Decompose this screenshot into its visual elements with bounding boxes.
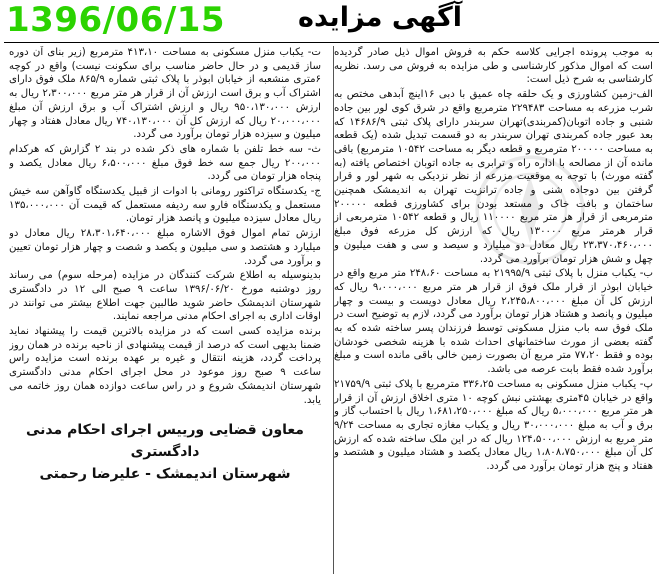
title-underline xyxy=(4,42,659,43)
item-pe: پ- یکباب منزل مسکونی به مساحت ۳۳۶،۲۵ مترمربع با پلاک ثبتی ۲۱۷۵۹/۹ واقع در خیابان ۴۵متری بهشتی نبش کوچه ۱۰ متری اخلاق ارزش آن از قرار هر متر مربع ۵،۰۰۰،۰۰۰ ریال که مبلغ ۱،۶۸۱،۲۵۰،۰۰۰ ریال با احتساب گاز و برق و آب به مبلغ ۳۰،۰۰۰،۰۰۰ ریال و یکباب مغازه تجاری به مساحت ۹/۲۴ متر مربع به ارزش ۱۲۴،۵۰۰،۰۰۰ ریال که در این ملک ساخته شده که ارزش کل آن مبلغ ۱،۸۰۸،۷۵۰،۰۰۰ ریال معادل یکصد و هشتاد میلیون و هشتصد و هفتاد و پنج هزار تومان برآورد می گردد. xyxy=(334,378,653,473)
column-divider xyxy=(333,46,334,574)
signature-block xyxy=(9,419,321,485)
intro-paragraph: به موجب پرونده اجرایی کلاسه حکم به فروش اموال ذیل صادر گردیده است که اموال مذکور کارشناسی و طی مزایده به فروش می رسد. نظریه کارشناسی به شرح ذیل است: xyxy=(334,47,653,86)
item-alef: الف-زمین کشاورزی و یک حلقه چاه عمیق با دبی ۱۶اینچ آبدهی مختص به شرب مزرعه به مساحت ۲۲۹۴۸۳ مترمربع واقع در شرق کوی لور بین جاده شنبی و جاده اتوبان(کمربندی)تهران سربندر دارای پلاک ثبتی ۱۴۶۸۶/۹ که بعد عبور جاده کمربندی تهران سربندر به دو قسمت تبدیل شده (یک قطعه به مساحت ۲۰۰۰۰۰ مترمربع و قطعه دیگر به مساحت ۱۰۵۴۲ مترمربع) باقی مانده آن از مصالحه با اداره راه و ترابری به جاده اتوبان اختصاص یافته (به گفته مورث) با توجه به موقعیت مزرعه از نظر نزدیکی به شهر لور و قرار گرفتن بین دوجاده شنی و جاده ترانزیت تهران به اندیمشک همچنین ساختمان و بافت خاک و مستعد بودن برای کشاورزی قطعه ۲۰۰۰۰۰ مترمربعی از قرار هر متر مربع ۱۱۰۰۰۰ ریال و قطعه ۱۰۵۴۲ مترمربعی از قرار هرمتر مربع ۱۳۰۰۰۰ ریال که ارزش کل مزرعه فوق مبلغ ۲۳،۳۷۰،۴۶۰،۰۰۰ ریال معادل دو میلیارد و سیصد و سی و هفت میلیون و چهل و شش هزار تومان برآورد می گردد. xyxy=(334,89,653,265)
publish-date: 1396/06/15 xyxy=(6,0,226,40)
item-jim: ج- یکدستگاه تراکتور رومانی با ادوات از قبیل یکدستگاه گاوآهن سه خیش مستعمل و یکدستگاه فارو سه ردیفه مستعمل که قیمت آن ۱۳۵،۰۰۰،۰۰۰ ریال معادل سیزده میلیون و پانصد هزار تومان. xyxy=(9,186,321,225)
item-be: ب- یکباب منزل با پلاک ثبتی ۲۱۹۹۵/۹ به مساحت ۲۴۸،۶۰ متر مربع واقع در خیابان ابوذر از قرار ملک فوق از قرار هر متر مربع ۹،۰۰۰،۰۰۰ ریال که ارزش کل آن مبلغ ۲،۲۴۵،۸۰۰،۰۰۰ ریال معادل دویست و بیست و چهار میلیون و پانصد و هشتاد هزار تومان برآورد می گردد، لازم به توضیح است در ملک فوق سه باب منزل مسکونی توسط فرزندان پسر ساخته شده که به گفته بعضی از مورث ساختمانهای احداث شده با هزینه شخصی خودشان بوده و فقط ۷۷،۲۰ متر مربع آن بصورت زمین خالی باقی مانده است و مبلغ برآورد شده فقط بابت عرصه می باشد. xyxy=(334,268,653,376)
right-column xyxy=(334,46,653,578)
total-value-paragraph: ارزش تمام اموال فوق الاشاره مبلغ ۲۸،۳۰۱،۶۴۰،۰۰۰ ریال معادل دو میلیارد و هشتصد و سی میلیون و یکصد و شصت و چهار هزار تومان تعیین و برآورد می گردد. xyxy=(9,228,321,267)
signature-line-2: شهرستان اندیمشک - علیرضا رحمتی xyxy=(39,466,291,483)
item-the: ث- سه خط تلفن با شماره های ذکر شده در بند ۲ گزارش که هرکدام ۲۰۰،۰۰۰ ریال جمع سه خط فوق مبلغ ۶،۵۰۰،۰۰۰ ریال معادل یکصد و پنجاه هزار تومان می گردد. xyxy=(9,143,321,183)
item-te: ت- یکباب منزل مسکونی به مساحت ۴۱۳،۱۰ مترمربع (زیر بنای آن دوره ساز قدیمی و در حال حاضر مناسب برای سکونت نیست) واقع در کوچه ۶متری منشعبه از خیابان ابوذر با پلاک ثبتی شماره ۸۶۵/۹ ملک فوق دارای اشتراک آب و برق است ارزش آن از قرار هر متر مربع ۲،۳۰۰،۰۰۰ ریال به ارزش ۹۵۰،۱۳۰،۰۰۰ ریال و ارزش اشتراک آب و برق ارزش آن مبلغ ۲۰،۰۰۰،۰۰۰ ریال که ارزش کل آن ۷۴۰،۱۳۰،۰۰۰ ریال معادل هفتاد و چهار میلیون و سیزده هزار تومان برآورد می گردد. xyxy=(9,47,321,141)
auction-notice-paragraph: بدینوسیله به اطلاع شرکت کنندگان در مزایده (مرحله سوم) می رساند روز دوشنبه مورخ ۱۳۹۶/۰۶/۲۰ ساعت ۹ صبح الی ۱۲ در دادگستری شهرستان اندیمشک حاضر شوید طالبین جهت اطلاع بیشتر می توانند در اوقات اداری به اجرای احکام مدنی مراجعه نمایند. xyxy=(9,270,321,323)
page-title: آگهی مزایده xyxy=(298,2,462,33)
auction-rules-paragraph: برنده مزایده کسی است که در مزایده بالاترین قیمت را پیشنهاد نماید ضمنا بدیهی است که درصد از قیمت پیشنهادی از ناحیه برنده در همان روز پرداخت گردد، هزینه انتقال و غیره بر عهده برنده است مزایده راس ساعت ۹ صبح روز موعود در محل اجرای احکام مدنی دادگستری شهرستان اندیمشک شروع و در راس ساعت دوازده همان روز خاتمه می یابد. xyxy=(9,326,321,406)
signature-line-1: معاون قضایی ورییس اجرای احکام مدنی دادگستری xyxy=(26,422,304,461)
left-column xyxy=(9,46,321,578)
